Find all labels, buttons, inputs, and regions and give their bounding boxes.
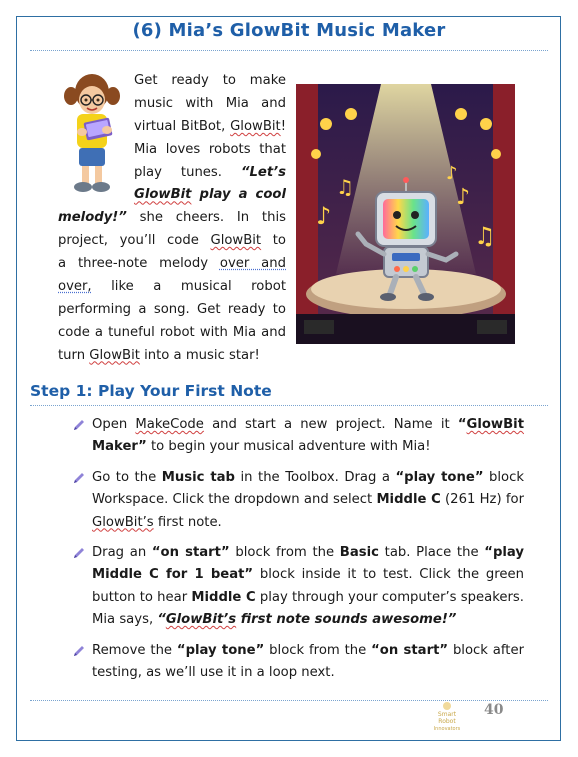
step-1-heading: Step 1: Play Your First Note xyxy=(30,382,272,400)
footer-divider xyxy=(30,700,548,701)
instruction-item xyxy=(72,467,524,534)
instruction-item xyxy=(72,414,524,459)
svg-text:♫: ♫ xyxy=(474,222,496,250)
svg-text:♪: ♪ xyxy=(456,185,471,210)
intro-line: project, you’ll code GlowBit to xyxy=(58,233,286,249)
intro-line: music with Mia and xyxy=(134,95,286,111)
svg-text:Robot: Robot xyxy=(438,718,456,725)
instruction-line: Drag an “on start” block from the Basic tab. Place the “play xyxy=(92,544,524,560)
title-divider xyxy=(30,50,548,51)
instruction-line: Open MakeCode and start a new project. Name it “GlowBit xyxy=(92,417,524,432)
intro-line: code a tuneful robot with Mia and xyxy=(58,324,286,340)
logo-icon xyxy=(428,700,466,734)
robot-on-stage-illustration xyxy=(296,84,515,344)
instruction-line: Go to the Music tab in the Toolbox. Drag a “play tone” block xyxy=(92,469,524,485)
instruction-line: Mia says, “GlowBit’s first note sounds awesome!” xyxy=(92,612,457,628)
instruction-line: Middle C for 1 beat” block inside it to test. Click the green xyxy=(92,567,524,583)
pencil-bullet-icon xyxy=(72,471,86,485)
svg-text:♪: ♪ xyxy=(316,202,332,230)
page-title: (6) Mia’s GlowBit Music Maker xyxy=(132,20,446,41)
intro-line: a three-note melody over and xyxy=(58,256,286,272)
intro-line: performing a song. Get ready to xyxy=(58,301,286,317)
pencil-bullet-icon xyxy=(72,418,86,432)
instruction-item xyxy=(72,542,524,632)
instruction-line: testing, as we’ll use it in a loop next. xyxy=(92,664,335,680)
intro-line: melody!” she cheers. In this xyxy=(58,210,286,226)
step-1-instructions xyxy=(72,414,524,692)
svg-text:Smart: Smart xyxy=(437,711,457,718)
intro-line: virtual BitBot, GlowBit! xyxy=(134,118,286,134)
svg-text:♫: ♫ xyxy=(336,175,354,199)
intro-line: turn GlowBit into a music star! xyxy=(58,347,260,363)
intro-line: play tunes. “Let’s xyxy=(134,164,286,180)
svg-text:♪: ♪ xyxy=(446,163,458,184)
intro-paragraph xyxy=(58,70,286,368)
instruction-line: Remove the “play tone” block from the “on start” block after xyxy=(92,642,524,658)
svg-text:Innovators: Innovators xyxy=(433,726,461,732)
instruction-line: button to hear Middle C play through your computer’s speakers. xyxy=(92,589,524,605)
intro-line: Get ready to make xyxy=(134,73,286,88)
pencil-bullet-icon xyxy=(72,644,86,658)
page-number: 40 xyxy=(484,702,504,718)
intro-line: over, like a musical robot xyxy=(58,279,286,295)
instruction-line: Workspace. Click the dropdown and select Middle C (261 Hz) for xyxy=(92,492,524,508)
pencil-bullet-icon xyxy=(72,546,86,560)
step-divider xyxy=(30,405,548,406)
instruction-line: Maker” to begin your musical adventure with Mia! xyxy=(92,439,431,455)
intro-line: GlowBit play a cool xyxy=(134,187,286,203)
instruction-item xyxy=(72,640,524,685)
instruction-line: GlowBit’s first note. xyxy=(92,514,222,530)
intro-line: Mia loves robots that xyxy=(134,141,286,157)
